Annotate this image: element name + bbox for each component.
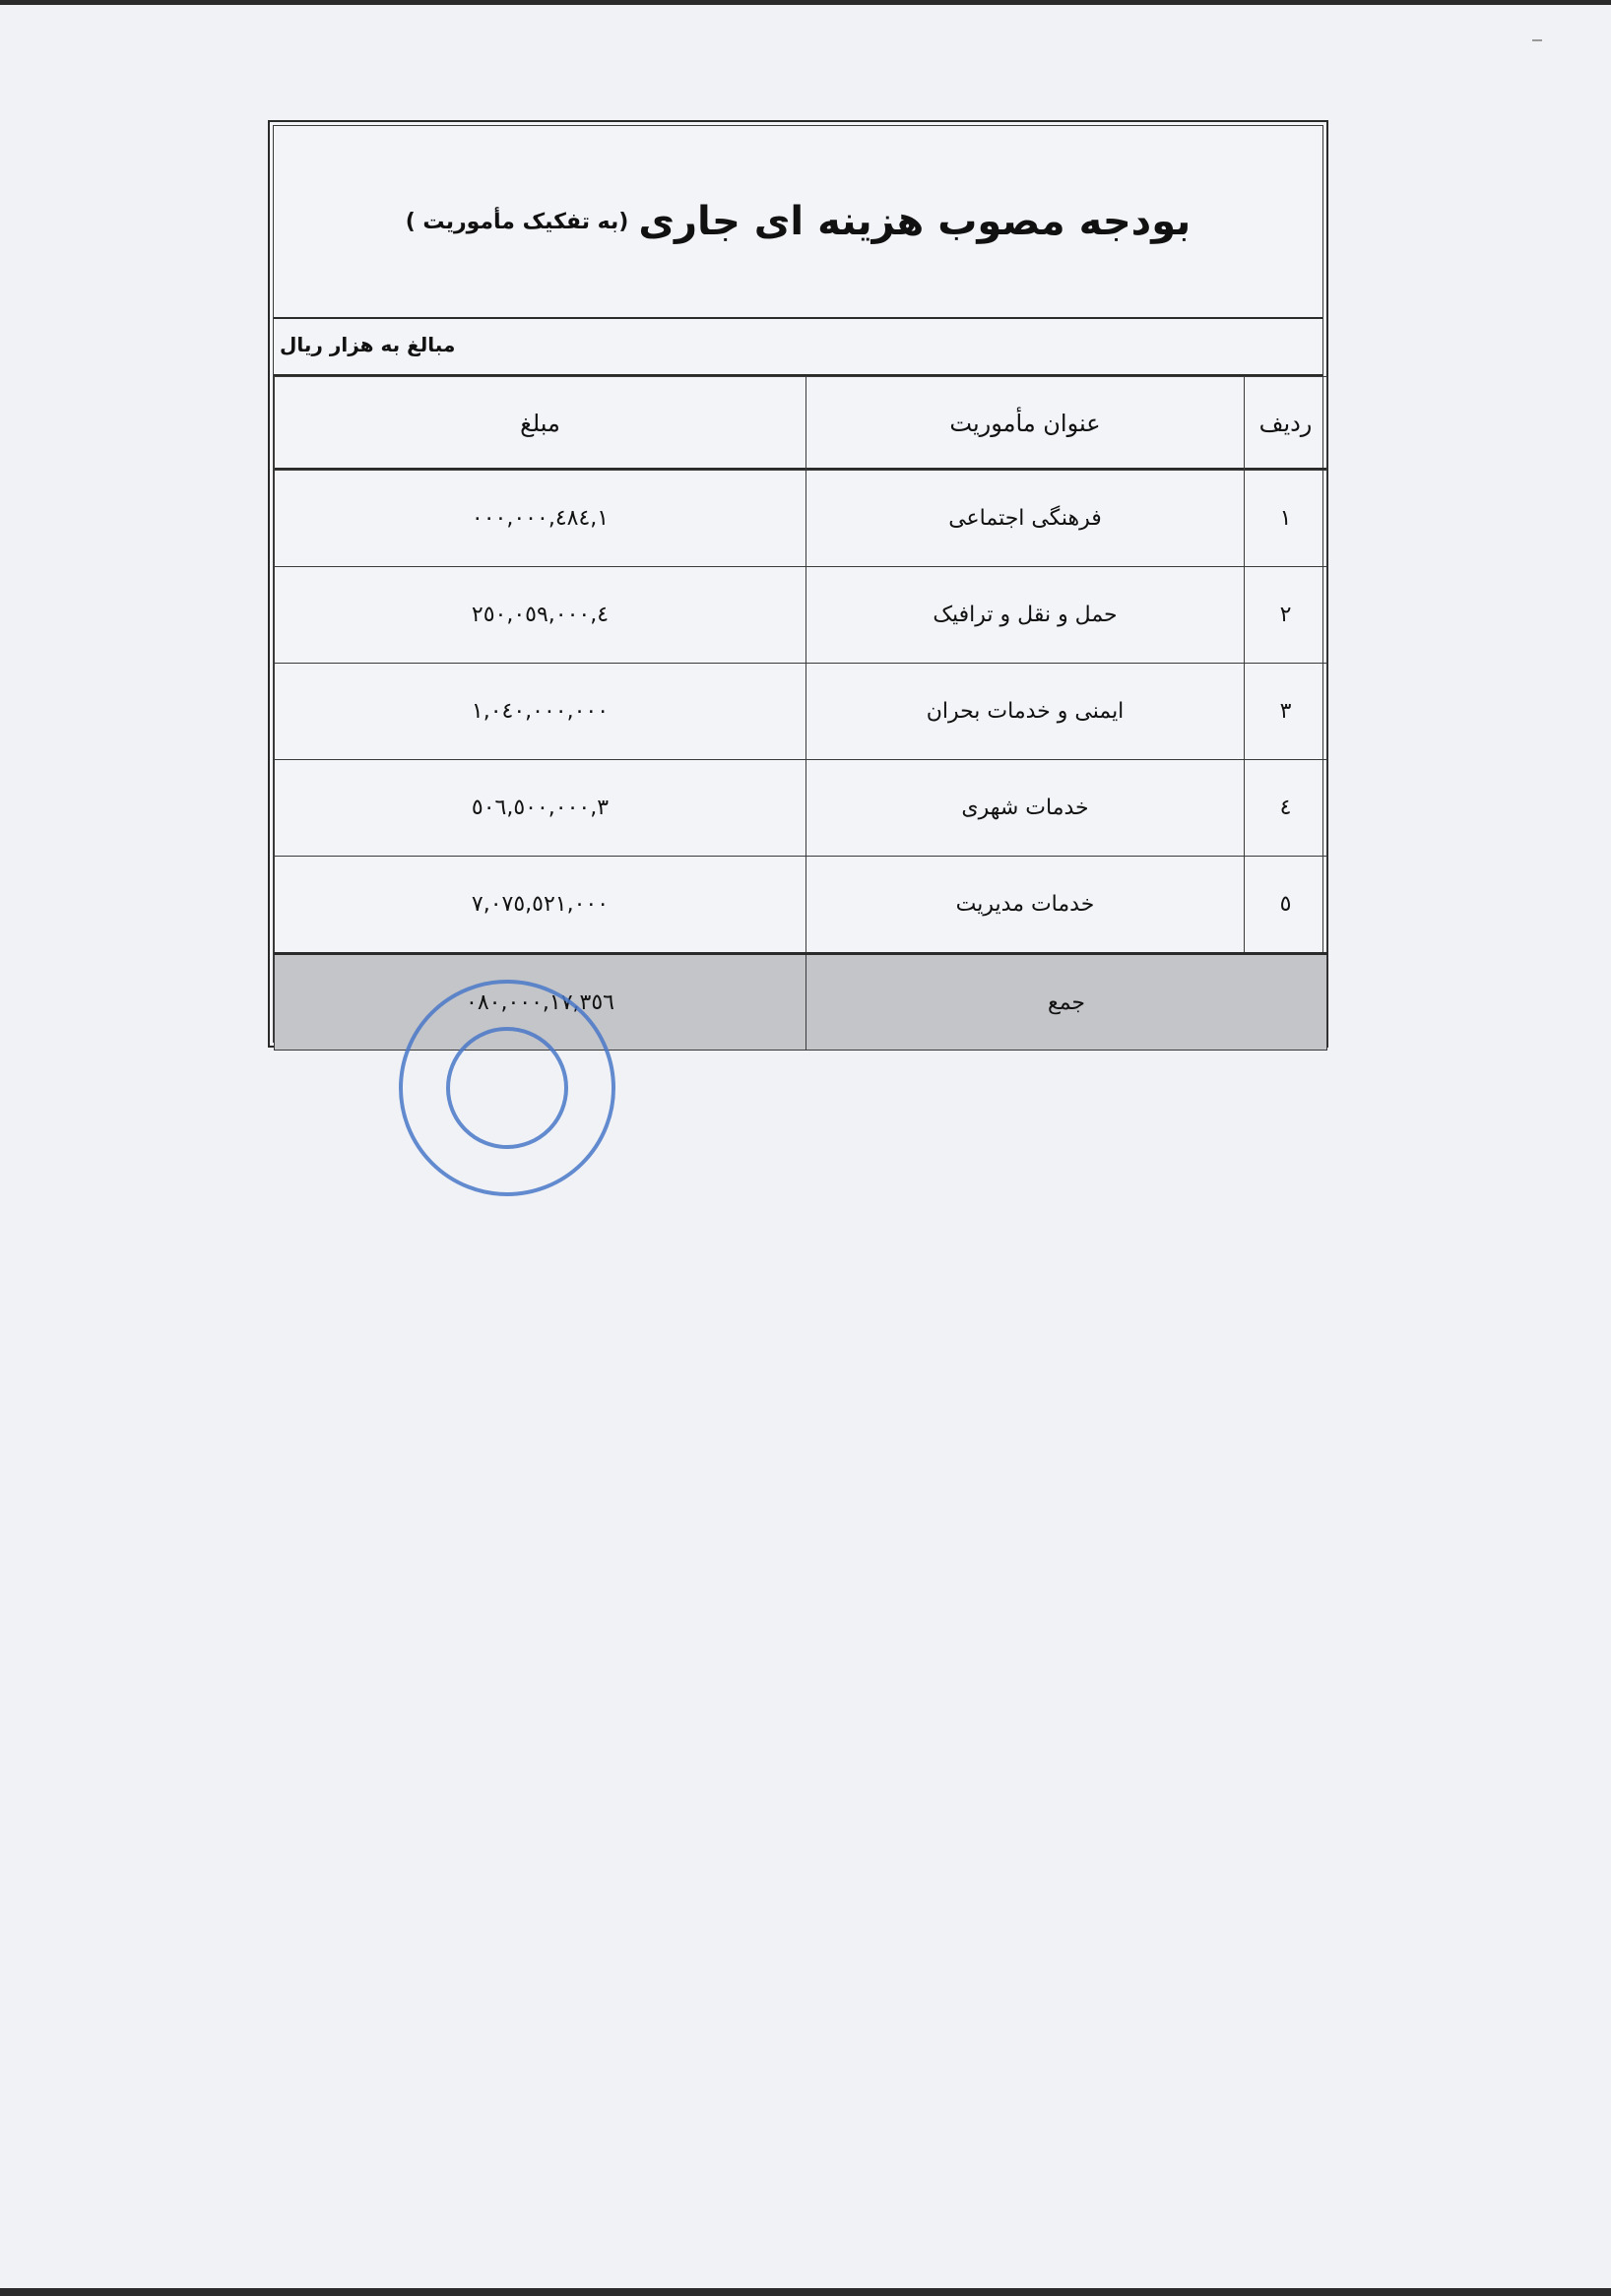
header-amount: مبلغ — [275, 377, 806, 471]
header-mission-title: عنوان مأموریت — [806, 377, 1245, 471]
scan-top-edge — [0, 0, 1611, 5]
amount-cell: ۷,۰۷٥,٥۲۱,۰۰۰ — [275, 857, 806, 954]
scan-bottom-edge — [0, 2288, 1611, 2296]
amount-cell: ٤,۲٥۰,۰٥۹,۰۰۰ — [275, 567, 806, 664]
table-header-row — [275, 377, 1327, 471]
unit-row — [274, 319, 1322, 376]
total-amount: ۱۷,۳٥٦,۰٨۰,۰۰۰ — [275, 954, 806, 1051]
table-row — [275, 567, 1327, 664]
document-title: بودجه مصوب هزینه ای جاری — [638, 199, 1192, 244]
unit-note: مبالغ به هزار ریال — [280, 333, 456, 356]
document-inner-border — [273, 125, 1323, 1043]
budget-table — [274, 376, 1327, 1051]
mission-title: ایمنی و خدمات بحران — [806, 664, 1245, 760]
row-number: ۲ — [1245, 567, 1327, 664]
document-subtitle: (به تفکیک مأموریت ) — [405, 209, 629, 234]
table-row — [275, 471, 1327, 567]
budget-document — [268, 120, 1328, 1048]
table-row — [275, 664, 1327, 760]
scan-mark — [1532, 39, 1542, 41]
mission-title: حمل و نقل و ترافیک — [806, 567, 1245, 664]
row-number: ٤ — [1245, 760, 1327, 857]
amount-cell: ۳,٥۰٦,٥۰۰,۰۰۰ — [275, 760, 806, 857]
mission-title: فرهنگی اجتماعی — [806, 471, 1245, 567]
row-number: ٥ — [1245, 857, 1327, 954]
title-box — [274, 126, 1322, 319]
header-row-number: ردیف — [1245, 377, 1327, 471]
total-row — [275, 954, 1327, 1051]
mission-title: خدمات مدیریت — [806, 857, 1245, 954]
total-label: جمع — [806, 954, 1327, 1051]
amount-cell: ۱,۰٤۰,۰۰۰,۰۰۰ — [275, 664, 806, 760]
amount-cell: ۱,٤٨٤,۰۰۰,۰۰۰ — [275, 471, 806, 567]
mission-title: خدمات شهری — [806, 760, 1245, 857]
row-number: ۳ — [1245, 664, 1327, 760]
row-number: ۱ — [1245, 471, 1327, 567]
table-row — [275, 760, 1327, 857]
table-row — [275, 857, 1327, 954]
